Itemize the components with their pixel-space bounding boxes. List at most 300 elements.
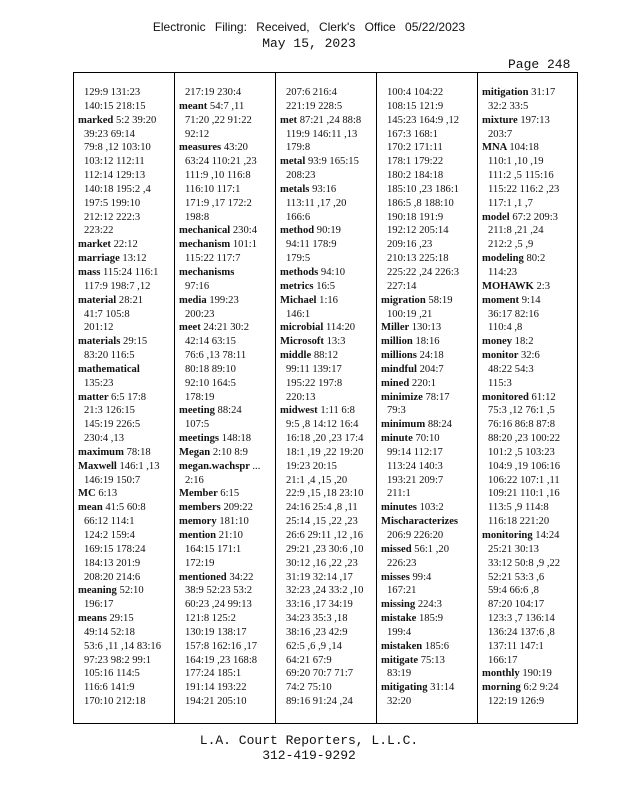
index-entry: [179, 571, 275, 585]
page-references-continued: 122:19 126:9: [488, 696, 545, 708]
index-term: materials: [78, 336, 121, 348]
page-references-continued: 212:2 ,5 ,9: [488, 239, 534, 251]
page-references-continued: 108:15 121:9: [387, 100, 444, 112]
index-entry: [78, 335, 174, 349]
page-references-continued: 114:23: [488, 266, 518, 278]
index-entry: [179, 487, 275, 501]
index-entry: [381, 432, 477, 446]
page-references: 6:2 9:24: [523, 682, 559, 694]
index-term: Microsoft: [280, 336, 324, 348]
index-entry: [280, 294, 376, 308]
page-references-continued: 107:5: [185, 419, 210, 431]
page-references-continued: 179:8: [286, 142, 311, 154]
index-entry: [381, 391, 477, 405]
index-entry: [482, 211, 578, 225]
page-references-continued: 135:23: [84, 377, 114, 389]
page-references: 88:24: [427, 419, 452, 431]
index-entry: [280, 280, 376, 294]
page-references-continued: 198:8: [185, 211, 210, 223]
page-references-continued: 64:21 67:9: [286, 654, 332, 666]
page-references-continued: 179:5: [286, 253, 311, 265]
column-divider: [275, 72, 276, 724]
index-entry: [482, 667, 578, 681]
page-references: 5:2 39:20: [115, 114, 157, 126]
index-column-2: [179, 86, 275, 709]
filing-stamp: Electronic Filing: Received, Clerk's Office 05/22/2023: [152, 20, 466, 34]
index-term: Mischaracterizes: [381, 516, 459, 528]
index-entry: [78, 252, 174, 266]
index-entry: [482, 391, 578, 405]
index-entry: [179, 224, 275, 238]
page-references-continued: 99:14 112:17: [387, 446, 443, 458]
index-entry: [381, 501, 477, 515]
page-references: 52:10: [119, 585, 144, 597]
page-references-continued: 111:2 ,5 115:16: [488, 170, 554, 182]
page-references-continued: 223:22: [84, 225, 114, 237]
index-term: methods: [280, 266, 319, 278]
page-references: 58:19: [428, 294, 453, 306]
page-references-continued: 113:5 ,9 114:8: [488, 502, 549, 514]
index-term: meeting: [179, 405, 215, 417]
page-references-continued: 21:1 ,4 ,15 ,20: [286, 474, 348, 486]
page-references: 224:3: [417, 599, 442, 611]
page-references-continued: 89:16 91:24 ,24: [286, 696, 353, 708]
page-references-continued: 146:19 150:7: [84, 474, 141, 486]
page-references-continued: 110:4 ,8: [488, 322, 523, 334]
page-references-continued: 206:9 226:20: [387, 530, 444, 541]
page-references-continued: 18:1 ,19 ,22 19:20: [286, 446, 364, 458]
page-references: 94:10: [320, 266, 346, 278]
index-term: method: [280, 225, 315, 237]
index-term: Miller: [381, 322, 410, 334]
page-references: 148:18: [221, 433, 252, 445]
page-number: Page 248: [508, 57, 571, 72]
index-entry: [78, 294, 174, 308]
page-references: 88:12: [313, 350, 338, 362]
page-references: 34:22: [229, 571, 254, 583]
page-references: 87:21 ,24 88:8: [299, 114, 362, 126]
index-entry: [381, 418, 477, 432]
index-term: monitoring: [482, 530, 533, 541]
page-references-continued: 184:13 201:9: [84, 557, 141, 569]
page-references-continued: 79:3: [387, 405, 406, 417]
page-references-continued: 136:24 137:6 ,8: [488, 626, 555, 638]
page-references: 6:5 17:8: [111, 391, 147, 403]
index-term: mechanism: [179, 239, 231, 251]
page-references: 88:24: [217, 405, 242, 417]
page-references-continued: 88:20 ,23 100:22: [488, 433, 561, 445]
page-references-continued: 80:18 89:10: [185, 363, 236, 375]
index-term: minute: [381, 433, 413, 445]
index-entry: [280, 114, 376, 128]
index-entry: [381, 543, 477, 557]
page-references-continued: 117:1 ,1 ,7: [488, 197, 533, 209]
index-term: meant: [179, 100, 208, 112]
index-entry: [179, 515, 275, 529]
index-entry: [179, 432, 275, 446]
index-entry: [482, 141, 578, 155]
page-references-continued: 21:3 126:15: [84, 405, 135, 417]
page-references-continued: 115:22 117:7: [185, 253, 241, 265]
index-column-4: [381, 86, 477, 709]
index-term: Maxwell: [78, 460, 117, 472]
page-references: 24:18: [419, 350, 444, 362]
index-term: marriage: [78, 253, 120, 265]
reporter-company: L.A. Court Reporters, L.L.C.: [199, 733, 419, 748]
index-term: millions: [381, 350, 417, 362]
page-references-continued: 60:23 ,24 99:13: [185, 599, 252, 611]
page-references-continued: 25:21 30:13: [488, 543, 539, 555]
page-references: 29:15: [123, 336, 148, 348]
index-term: mechanisms: [179, 266, 235, 278]
index-term: mean: [78, 502, 103, 514]
page-references-continued: 74:2 75:10: [286, 682, 332, 694]
page-references-continued: 146:1: [286, 308, 311, 320]
index-term: model: [482, 211, 510, 223]
page-references: 43:20: [223, 142, 248, 154]
index-entry: [381, 349, 477, 363]
page-references-continued: 123:3 ,7 136:14: [488, 613, 555, 625]
page-references: 93:9 165:15: [307, 156, 359, 168]
index-term: metals: [280, 183, 310, 195]
page-references: 220:1: [411, 377, 437, 389]
index-term: meaning: [78, 585, 117, 597]
index-entry: [179, 404, 275, 418]
index-entry: [381, 377, 477, 391]
page-references: 28:21: [118, 294, 144, 306]
index-term: mitigate: [381, 654, 419, 666]
page-references-continued: 221:19 228:5: [286, 100, 343, 112]
page-references-continued: 36:17 82:16: [488, 308, 539, 320]
index-entry: [179, 294, 275, 308]
index-entry: [482, 280, 578, 294]
page-references-continued: 170:2 171:11: [387, 142, 443, 154]
page-references: 115:24 116:1: [103, 266, 159, 278]
index-entry: [381, 612, 477, 626]
index-term: mined: [381, 377, 410, 389]
index-entry: [280, 266, 376, 280]
index-entry: [482, 335, 578, 349]
page-references-continued: 52:21 53:3 ,6: [488, 571, 545, 583]
page-references: 61:12: [531, 391, 556, 403]
index-column-5: [482, 86, 578, 709]
page-references-continued: 210:13 225:18: [387, 253, 449, 265]
index-term: microbial: [280, 322, 324, 334]
index-entry: [381, 571, 477, 585]
index-entry: [179, 321, 275, 335]
page-references-continued: 116:18 221:20: [488, 516, 550, 528]
index-entry: [179, 266, 275, 280]
index-entry: [381, 598, 477, 612]
page-references-continued: 207:6 216:4: [286, 87, 337, 98]
page-references: 22:12: [113, 239, 138, 251]
page-references-continued: 59:4 66:6 ,8: [488, 585, 539, 597]
index-entry: [78, 460, 174, 474]
page-references-continued: 197:5 199:10: [84, 197, 141, 209]
page-references-continued: 200:23: [185, 308, 215, 320]
index-entry: [179, 460, 275, 474]
index-term: meet: [179, 322, 201, 334]
index-term: MOHAWK: [482, 280, 534, 292]
page-references: 103:2: [419, 502, 444, 514]
index-entry: [381, 515, 477, 529]
index-term: mistake: [381, 613, 417, 625]
page-references: 114:20: [326, 322, 356, 334]
page-references-continued: 33:16 ,17 34:19: [286, 599, 353, 611]
page-references: 54:7 ,11: [209, 100, 245, 112]
page-references-continued: 192:12 205:14: [387, 225, 449, 237]
index-entry: [381, 640, 477, 654]
page-references-continued: 203:7: [488, 128, 513, 140]
index-term: moment: [482, 294, 520, 306]
index-entry: [381, 681, 477, 695]
page-references-continued: 53:6 ,11 ,14 83:16: [84, 640, 162, 652]
index-entry: [381, 654, 477, 668]
page-references-continued: 191:14 193:22: [185, 682, 247, 694]
page-references: 1:16: [319, 294, 338, 306]
index-term: mass: [78, 266, 101, 278]
page-references-continued: 87:20 104:17: [488, 599, 545, 611]
page-references-continued: 104:9 ,19 106:16: [488, 460, 561, 472]
page-references: 90:19: [316, 225, 341, 237]
index-term: migration: [381, 294, 426, 306]
index-entry: [482, 114, 578, 128]
index-term: missing: [381, 599, 416, 611]
index-entry: [280, 224, 376, 238]
deposition-date: May 15, 2023: [262, 36, 356, 51]
index-term: memory: [179, 516, 217, 528]
index-term: meetings: [179, 433, 220, 445]
index-entry: [78, 391, 174, 405]
page-references-continued: 193:21 209:7: [387, 474, 444, 486]
page-references-continued: 69:20 70:7 71:7: [286, 668, 354, 680]
page-references-continued: 101:2 ,5 103:23: [488, 446, 555, 458]
page-references-continued: 30:12 ,16 ,22 ,23: [286, 557, 358, 569]
page-references: 78:17: [425, 391, 450, 403]
page-references-continued: 180:2 184:18: [387, 170, 444, 182]
index-entry: [78, 501, 174, 515]
page-references-continued: 167:21: [387, 585, 417, 597]
index-term: members: [179, 502, 221, 514]
page-references-continued: 94:11 178:9: [286, 239, 337, 251]
page-references: 56:1 ,20: [414, 543, 449, 555]
page-references: 99:4: [412, 571, 432, 583]
index-term: Member: [179, 488, 218, 500]
page-references-continued: 103:12 112:11: [84, 156, 145, 168]
page-references: 16:5: [316, 280, 336, 292]
page-references-continued: 209:16 ,23: [387, 239, 433, 251]
page-references-continued: 62:5 ,6 ,9 ,14: [286, 640, 342, 652]
page-references: 101:1: [232, 239, 257, 251]
page-references-continued: 211:1: [387, 488, 411, 500]
page-references-continued: 129:9 131:23: [84, 87, 141, 98]
page-references: 204:7: [419, 363, 444, 375]
page-references-continued: 116:10 117:1: [185, 183, 241, 195]
index-entry: [78, 238, 174, 252]
page-references: 6:15: [220, 488, 240, 500]
page-references-continued: 145:19 226:5: [84, 419, 141, 431]
index-entry: [78, 487, 174, 501]
page-references: 230:4: [232, 225, 257, 237]
page-references-continued: 105:16 114:5: [84, 668, 140, 680]
index-term: modeling: [482, 253, 524, 265]
page-references-continued: 194:21 205:10: [185, 696, 247, 708]
page-references: 31:17: [531, 87, 556, 98]
page-references-continued: 195:22 197:8: [286, 377, 343, 389]
page-references-continued: 83:20 116:5: [84, 350, 135, 362]
index-term: mechanical: [179, 225, 231, 237]
index-entry: [78, 266, 174, 280]
index-entry: [280, 335, 376, 349]
page-references-continued: 92:10 164:5: [185, 377, 236, 389]
index-column-3: [280, 86, 376, 709]
index-term: megan.wachspr: [179, 460, 250, 472]
index-entry: [78, 584, 174, 598]
page-references-continued: 97:23 98:2 99:1: [84, 654, 152, 666]
page-references: 18:16: [415, 336, 440, 348]
index-term: mention: [179, 530, 217, 541]
index-term: mitigation: [482, 87, 529, 98]
index-entry: [280, 349, 376, 363]
page-references-continued: 76:16 86:8 87:8: [488, 419, 556, 431]
index-entry: [482, 529, 578, 543]
page-references-continued: 24:16 25:4 ,8 ,11: [286, 502, 358, 514]
page-references-continued: 76:6 ,13 78:11: [185, 350, 247, 362]
index-entry: [482, 681, 578, 695]
page-references-continued: 106:22 107:1 ,11: [488, 474, 560, 486]
index-term: monitored: [482, 391, 529, 403]
index-entry: [179, 446, 275, 460]
index-entry: [179, 501, 275, 515]
column-divider: [174, 72, 175, 724]
index-term: misses: [381, 571, 410, 583]
index-entry: [280, 404, 376, 418]
page-references-continued: 226:23: [387, 557, 417, 569]
index-term: Megan: [179, 446, 211, 458]
index-entry: [381, 294, 477, 308]
page-references-continued: 32:2 33:5: [488, 100, 529, 112]
index-term: matter: [78, 391, 109, 403]
page-references: 2:10 8:9: [212, 446, 248, 458]
page-references: 104:18: [509, 142, 539, 154]
index-term: met: [280, 114, 298, 126]
page-references-continued: 196:17: [84, 599, 114, 611]
page-references-continued: 75:3 ,12 76:1 ,5: [488, 405, 555, 417]
page-references: 93:16: [312, 183, 337, 195]
index-term: morning: [482, 682, 521, 694]
page-references-continued: 9:5 ,8 14:12 16:4: [286, 419, 359, 431]
page-references-continued: 22:9 ,15 ,18 23:10: [286, 488, 364, 500]
page-references-continued: 227:14: [387, 280, 417, 292]
index-entry: [179, 100, 275, 114]
page-references-continued: 157:8 162:16 ,17: [185, 640, 258, 652]
page-references-continued: 212:12 222:3: [84, 211, 141, 223]
index-entry: [179, 141, 275, 155]
page-references-continued: 29:21 ,23 30:6 ,10: [286, 543, 364, 555]
page-references-continued: 25:14 ,15 ,22 ,23: [286, 516, 358, 528]
page-references-continued: 100:19 ,21: [387, 308, 433, 320]
index-column-1: [78, 86, 174, 709]
page-references: 18:2: [514, 336, 534, 348]
page-references-continued: 39:23 69:14: [84, 128, 135, 140]
index-term: metal: [280, 156, 306, 168]
page-references: ...: [252, 460, 261, 472]
page-references-continued: 38:9 52:23 53:2: [185, 585, 253, 597]
index-term: mixture: [482, 114, 518, 126]
index-entry: [280, 321, 376, 335]
page-references-continued: 145:23 164:9 ,12: [387, 114, 460, 126]
page-references-continued: 199:4: [387, 626, 412, 638]
page-references-continued: 26:6 29:11 ,12 ,16: [286, 530, 364, 541]
page-references: 9:14: [521, 294, 541, 306]
page-references-continued: 166:6: [286, 211, 311, 223]
page-references-continued: 225:22 ,24 226:3: [387, 266, 460, 278]
page-references-continued: 178:1 179:22: [387, 156, 444, 168]
page-references-continued: 186:5 ,8 188:10: [387, 197, 454, 209]
page-references-continued: 130:19 138:17: [185, 626, 247, 638]
page-references-continued: 208:23: [286, 170, 316, 182]
page-references-continued: 116:6 141:9: [84, 682, 135, 694]
page-references-continued: 208:20 214:6: [84, 571, 141, 583]
page-references: 185:6: [424, 640, 449, 652]
page-references-continued: 71:20 ,22 91:22: [185, 114, 252, 126]
index-entry: [482, 252, 578, 266]
page-references: 13:3: [326, 336, 346, 348]
index-entry: [280, 155, 376, 169]
page-references-continued: 171:9 ,17 172:2: [185, 197, 252, 209]
page-references-continued: 137:11 147:1: [488, 640, 544, 652]
column-divider: [477, 72, 478, 724]
page-references-continued: 169:15 178:24: [84, 543, 146, 555]
page-references-continued: 170:10 212:18: [84, 696, 146, 708]
page-references-continued: 112:14 129:13: [84, 170, 146, 182]
index-entry: [78, 363, 174, 377]
index-entry: [482, 294, 578, 308]
page-references: 130:13: [411, 322, 442, 334]
page-references-continued: 113:11 ,17 ,20: [286, 197, 347, 209]
page-references: 70:10: [415, 433, 440, 445]
index-term: minimum: [381, 419, 426, 431]
index-entry: [179, 238, 275, 252]
page-references: 2:3: [536, 280, 550, 292]
page-references: 197:13: [520, 114, 550, 126]
index-term: mathematical: [78, 363, 140, 375]
index-entry: [78, 612, 174, 626]
index-term: maximum: [78, 446, 124, 458]
index-term: metrics: [280, 280, 314, 292]
page-references-continued: 190:18 191:9: [387, 211, 444, 223]
page-references-continued: 230:4 ,13: [84, 433, 125, 445]
page-references-continued: 172:19: [185, 557, 215, 569]
page-references-continued: 83:19: [387, 668, 412, 680]
index-term: mindful: [381, 363, 417, 375]
page-references: 32:6: [520, 350, 540, 362]
page-references-continued: 140:15 218:15: [84, 100, 146, 112]
page-references-continued: 32:20: [387, 696, 412, 708]
page-references: 21:10: [218, 530, 243, 541]
page-references-continued: 211:8 ,21 ,24: [488, 225, 544, 237]
index-term: mitigating: [381, 682, 428, 694]
page-references-continued: 164:15 171:1: [185, 543, 242, 555]
index-term: midwest: [280, 405, 318, 417]
page-references: 190:19: [522, 668, 552, 680]
page-references-continued: 109:21 110:1 ,16: [488, 488, 560, 500]
page-references-continued: 79:8 ,12 103:10: [84, 142, 151, 154]
page-references: 29:15: [109, 613, 134, 625]
page-references-continued: 201:12: [84, 322, 114, 334]
page-references: 67:2 209:3: [512, 211, 558, 223]
column-divider: [376, 72, 377, 724]
